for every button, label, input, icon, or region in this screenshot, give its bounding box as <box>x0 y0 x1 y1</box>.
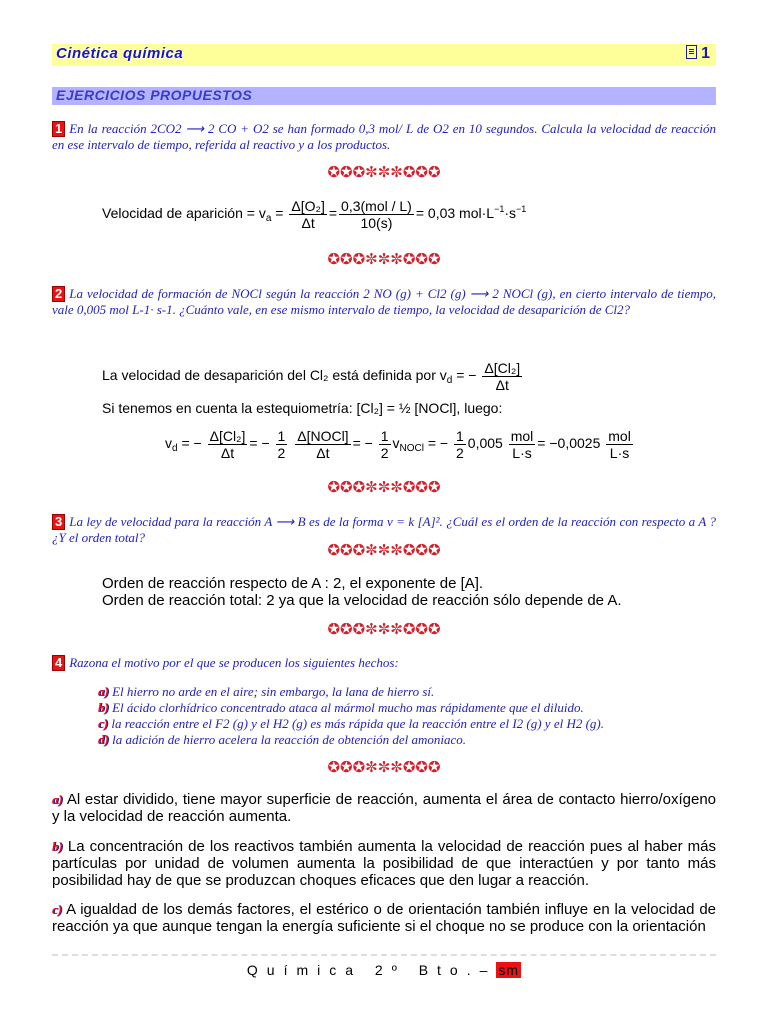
answer-2-equation: $v_d$ = − $\frac{\text{Δ[Cl₂]}}{\Delta t}$ = − $\frac{1}{2}$ $\frac{\text{Δ[NOCl]}}{\Delta t}$ = − $\frac{1}{2}$ $v_{NOCl}$ = − $\frac{1}{2}$ 0,005 $\frac{\text{mol}}{L\cdot s}$ = −0,0025 $\frac{\text{mol}}{L\cdot s}$ <box>165 428 631 461</box>
question-number: 4 <box>52 655 65 671</box>
answer-1-equation: Velocidad de aparición = $v_a$ = $\frac{\text{Δ[O₂]}}{\Delta t}$ = $\frac{\text{0,3(mol / L)}}{10(s)}$ = 0,03 $mol\cdot L^{-1}\cdot s^{-1}$ <box>102 198 527 231</box>
list-item: c) la reacción entre el F2 (g) y el H2 (g) es más rápida que la reacción entre el I2 (g) y el H2 (g). <box>98 716 605 731</box>
footer-divider <box>52 954 716 956</box>
divider: ✪✪✪✼✼✼✪✪✪ <box>327 759 441 776</box>
list-item: b) El ácido clorhídrico concentrado ataca al mármol mucho mas rápidamente que el diluido. <box>98 700 584 715</box>
author-mark: sm <box>498 962 520 978</box>
answer-4a: a) Al estar dividido, tiene mayor superficie de reacción, aumenta el área de contacto hierro/oxígeno y la velocidad de reacción aumenta. <box>52 791 717 825</box>
divider: ✪✪✪✼✼✼✪✪✪ <box>327 479 441 496</box>
page-number: 1 <box>686 45 710 63</box>
fraction: $\frac{\text{Δ[O₂]}}{\Delta t}$ <box>291 198 325 231</box>
answer-2-line2: Si tenemos en cuenta la estequiometría: [Cl₂] = ½ [NOCl], luego: <box>102 400 503 416</box>
question-number: 1 <box>52 121 65 137</box>
question-text: Razona el motivo por el que se producen los siguientes hechos: <box>69 655 399 670</box>
question-text: En la reacción 2CO2 ⟶ 2 CO + O2 se han formado 0,3 mol/ L de O2 en 10 segundos. Calcula la velocidad de reacción en ese intervalo de tiempo, referida al reactivo y a los productos. <box>52 121 716 152</box>
list-item: d) la adición de hierro acelera la reacción de obtención del amoniaco. <box>98 732 467 747</box>
answer-3: Orden de reacción respecto de A : 2, el exponente de [A]. Orden de reacción total: 2 ya que la velocidad de reacción sólo depende de A. <box>102 575 622 609</box>
answer-4c: c) A igualdad de los demás factores, el estérico o de orientación también influye en la velocidad de reacción ya que aunque tengan la energía suficiente si el choque no se produce con la orientación <box>52 901 717 935</box>
fraction: $\frac{\text{0,3(mol / L)}}{10(s)}$ <box>341 198 412 231</box>
section-bar <box>52 87 716 105</box>
question-number: 3 <box>52 514 65 530</box>
divider: ✪✪✪✼✼✼✪✪✪ <box>327 621 441 638</box>
question-text: La ley de velocidad para la reacción A ⟶ B es de la forma v = k [A]². ¿Cuál es el orden de la reacción con respecto a A ? ¿Y el orden total? <box>52 514 716 545</box>
fraction: $\frac{\text{Δ[Cl₂]}}{\Delta t}$ <box>484 360 521 393</box>
question-1 <box>52 121 716 152</box>
header-bar <box>52 44 716 66</box>
question-4 <box>52 655 716 671</box>
divider: ✪✪✪✼✼✼✪✪✪ <box>327 542 441 559</box>
question-text: La velocidad de formación de NOCl según la reacción 2 NO (g) + Cl2 (g) ⟶ 2 NOCl (g), en cierto intervalo de tiempo, vale 0,005 mol L-1· s-1. ¿Cuánto vale, en ese mismo intervalo de tiempo, la velocidad de desaparición de Cl2? <box>52 286 716 317</box>
divider: ✪✪✪✼✼✼✪✪✪ <box>327 251 441 268</box>
divider: ✪✪✪✼✼✼✪✪✪ <box>327 164 441 181</box>
list-item: a) El hierro no arde en el aire; sin embargo, la lana de hierro sí. <box>98 684 435 699</box>
answer-4b: b) La concentración de los reactivos también aumenta la velocidad de reacción pues al haber más partículas por unidad de volumen aumenta la posibilidad de que interactúen y por tanto más posibilidad hay de que se produzcan choques eficaces que den lugar a reacción. <box>52 838 716 889</box>
question-2 <box>52 286 716 317</box>
document-icon <box>686 45 697 59</box>
section-title: EJERCICIOS PROPUESTOS <box>56 87 253 103</box>
question-4-items <box>98 684 718 748</box>
question-number: 2 <box>52 286 65 302</box>
header-title: Cinética química <box>56 45 184 62</box>
answer-2-line1: La velocidad de desaparición del Cl₂ está definida por $v_d$ = − $\frac{\text{Δ[Cl₂]}}{\Delta t}$ <box>102 360 521 393</box>
footer: Química 2º Bto.– sm <box>246 962 520 978</box>
